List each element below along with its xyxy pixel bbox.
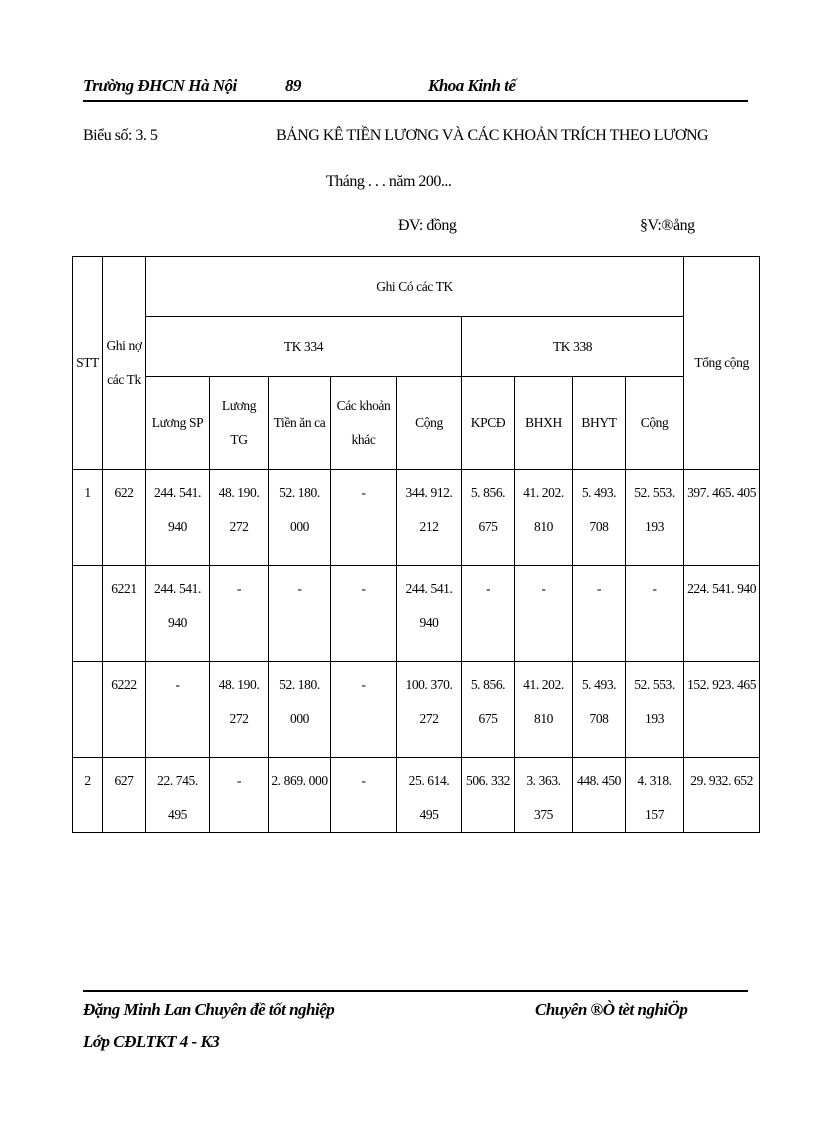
table-row <box>73 758 760 833</box>
unit-label: ĐV: đồng <box>398 217 457 234</box>
header-tk338: TK 338 <box>462 317 684 377</box>
row-cell: 2. 869. 000 <box>269 758 331 833</box>
header-luong-tg: Lương TG <box>210 377 269 470</box>
row-cell: - <box>462 566 515 662</box>
row-cell: 244. 541. 940 <box>397 566 462 662</box>
row-cell: 244. 541. 940 <box>146 566 210 662</box>
header-cong-338: Cộng <box>626 377 684 470</box>
footer-author: Đặng Minh Lan Chuyên đề tốt nghiệp <box>83 1000 335 1019</box>
row-total: 224. 541. 940 <box>684 566 760 662</box>
row-stt: 2 <box>73 758 103 833</box>
form-number: Biểu số: 3. 5 <box>83 127 158 144</box>
row-cell: 48. 190. 272 <box>210 662 269 758</box>
table-row <box>73 566 760 662</box>
header-rule <box>83 100 748 102</box>
row-cell: 100. 370. 272 <box>397 662 462 758</box>
row-cell: - <box>573 566 626 662</box>
period-label: Tháng . . . năm 200... <box>326 173 452 190</box>
header-debit: Ghi nợ các Tk <box>103 257 146 470</box>
row-cell: 48. 190. 272 <box>210 470 269 566</box>
row-stt <box>73 662 103 758</box>
row-cell: 41. 202. 810 <box>515 662 573 758</box>
header-cac-khoan-khac: Các khoản khác <box>331 377 397 470</box>
payroll-table <box>72 256 760 833</box>
school-name: Trường ĐHCN Hà Nội <box>83 76 237 95</box>
row-cell: - <box>210 566 269 662</box>
row-cell: 25. 614. 495 <box>397 758 462 833</box>
header-stt: STT <box>73 257 103 470</box>
footer-rule <box>83 990 748 992</box>
header-bhyt: BHYT <box>573 377 626 470</box>
row-cell: - <box>331 566 397 662</box>
unit-label-alt: §V:®ång <box>640 217 695 234</box>
row-cell: 52. 180. 000 <box>269 662 331 758</box>
header-luong-sp: Lương SP <box>146 377 210 470</box>
row-cell: 5. 856. 675 <box>462 662 515 758</box>
table-row <box>73 470 760 566</box>
row-cell: - <box>331 470 397 566</box>
header-tk334: TK 334 <box>146 317 462 377</box>
header-credit: Ghi Có các TK <box>146 257 684 317</box>
row-total: 397. 465. 405 <box>684 470 760 566</box>
row-account: 6221 <box>103 566 146 662</box>
row-account: 622 <box>103 470 146 566</box>
row-cell: 5. 856. 675 <box>462 470 515 566</box>
header-cong-334: Cộng <box>397 377 462 470</box>
row-cell: 52. 553. 193 <box>626 662 684 758</box>
row-cell: 22. 745. 495 <box>146 758 210 833</box>
row-cell: - <box>331 662 397 758</box>
table-row <box>73 662 760 758</box>
row-cell: - <box>269 566 331 662</box>
row-cell: - <box>331 758 397 833</box>
footer-class: Lớp CĐLTKT 4 - K3 <box>83 1032 220 1051</box>
header-bhxh: BHXH <box>515 377 573 470</box>
row-cell: 5. 493. 708 <box>573 662 626 758</box>
row-cell: 5. 493. 708 <box>573 470 626 566</box>
row-cell: 52. 180. 000 <box>269 470 331 566</box>
row-stt <box>73 566 103 662</box>
page-number: 89 <box>285 76 301 95</box>
header-total: Tổng cộng <box>684 257 760 470</box>
row-cell: 4. 318. 157 <box>626 758 684 833</box>
faculty-name: Khoa Kinh tế <box>428 76 516 95</box>
row-cell: - <box>515 566 573 662</box>
row-cell: 506. 332 <box>462 758 515 833</box>
row-stt: 1 <box>73 470 103 566</box>
header-kpcd: KPCĐ <box>462 377 515 470</box>
footer-right: Chuyên ®Ò tèt nghiÖp <box>535 1000 688 1019</box>
row-cell: - <box>626 566 684 662</box>
row-cell: - <box>146 662 210 758</box>
row-cell: 244. 541. 940 <box>146 470 210 566</box>
header-tien-an-ca: Tiền ăn ca <box>269 377 331 470</box>
row-cell: 3. 363. 375 <box>515 758 573 833</box>
document-title: BẢNG KÊ TIỀN LƯƠNG VÀ CÁC KHOẢN TRÍCH THEO LƯƠNG <box>276 127 709 144</box>
row-total: 29. 932. 652 <box>684 758 760 833</box>
row-cell: 344. 912. 212 <box>397 470 462 566</box>
row-total: 152. 923. 465 <box>684 662 760 758</box>
row-cell: - <box>210 758 269 833</box>
row-cell: 448. 450 <box>573 758 626 833</box>
row-account: 627 <box>103 758 146 833</box>
row-cell: 52. 553. 193 <box>626 470 684 566</box>
row-cell: 41. 202. 810 <box>515 470 573 566</box>
row-account: 6222 <box>103 662 146 758</box>
